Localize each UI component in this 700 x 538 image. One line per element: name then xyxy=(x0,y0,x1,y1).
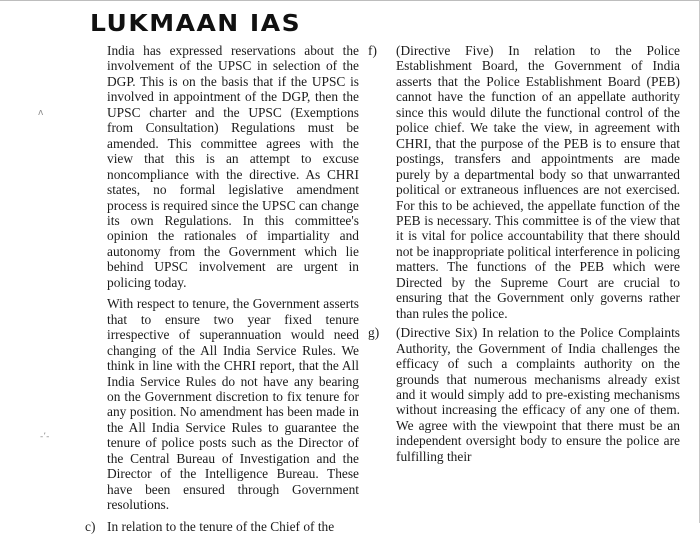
scan-speck: ʌ xyxy=(38,108,44,118)
lukmaan-ias-logo: LUKMAAN IAS xyxy=(90,10,302,37)
scan-speck: -ʼ- xyxy=(40,432,50,442)
left-text-column xyxy=(85,43,359,538)
right-text-column xyxy=(368,43,680,468)
list-item-f-text: (Directive Five) In relation to the Police Establishment Board, the Government of India asserts that the Police Establishment Board (PEB) cannot have the function of an appellate authority since this would dilute the functional control of the police chief. We take the view, in agreement with CHRI, that the purpose of the PEB is to ensure that postings, transfers and appointments are made purely by a departmental body so that unwarranted political or extraneous influences are not exercised. For this to be achieved, the appellate function of the PEB is necessary. This committee is of the view that it is vital for police accountability that there should not be inappropriate political interference in policing matters. The functions of the PEB which were Directed by the Supreme Court are crucial to ensuring that the Government only governs rather than rules the police. xyxy=(396,43,680,321)
left-paragraph-tenure: With respect to tenure, the Government asserts that to ensure two year fixed tenure irrespective of superannuation would need changing of the All India Service Rules. We think in line with the CHRI report, that the All India Service Rules do not have any bearing on the Government discretion to fix tenure for any position. No amendment has been made in the All India Service Rules to guarantee the tenure of police posts such as the Director of the Central Bureau of Investigation and the Director of the Intelligence Bureau. These have been ensured through Government resolutions. xyxy=(107,296,359,513)
list-item-f xyxy=(368,43,680,321)
list-marker-c: c) xyxy=(85,518,96,534)
list-item-g-text: (Directive Six) In relation to the Police Complaints Authority, the Government of India challenges the efficacy of such a complaints authority on the grounds that numerous mechanisms already exist and it would simply add to pre-existing mechanisms without increasing the efficacy of any one of them. We agree with the viewpoint that there must be an independent oversight body to ensure the police are fulfilling their xyxy=(396,325,680,464)
list-marker-g: g) xyxy=(368,325,380,341)
list-marker-f: f) xyxy=(368,43,377,58)
list-item-g xyxy=(368,325,680,464)
list-item-c xyxy=(85,518,359,534)
list-item-c-text: In relation to the tenure of the Chief of the xyxy=(107,518,335,534)
page-edge-top xyxy=(0,0,700,1)
left-paragraph-upsc-reservations: India has expressed reservations about the involvement of the UPSC in selection of the DGP. This is on the basis that if the UPSC is involved in appointment of the DGP, then the UPSC charter and the UPSC (Exemptions from Consultation) Regulations must be amended. This committee agrees with the view that this is an attempt to excuse noncompliance with the directive. As CHRI states, no formal legislative amendment process is required since the UPSC can change its own Regulations. In this committee's opinion the rationales of impartiality and autonomy from the Government which lie behind UPSC involvement are urgent in policing today. xyxy=(107,43,359,290)
